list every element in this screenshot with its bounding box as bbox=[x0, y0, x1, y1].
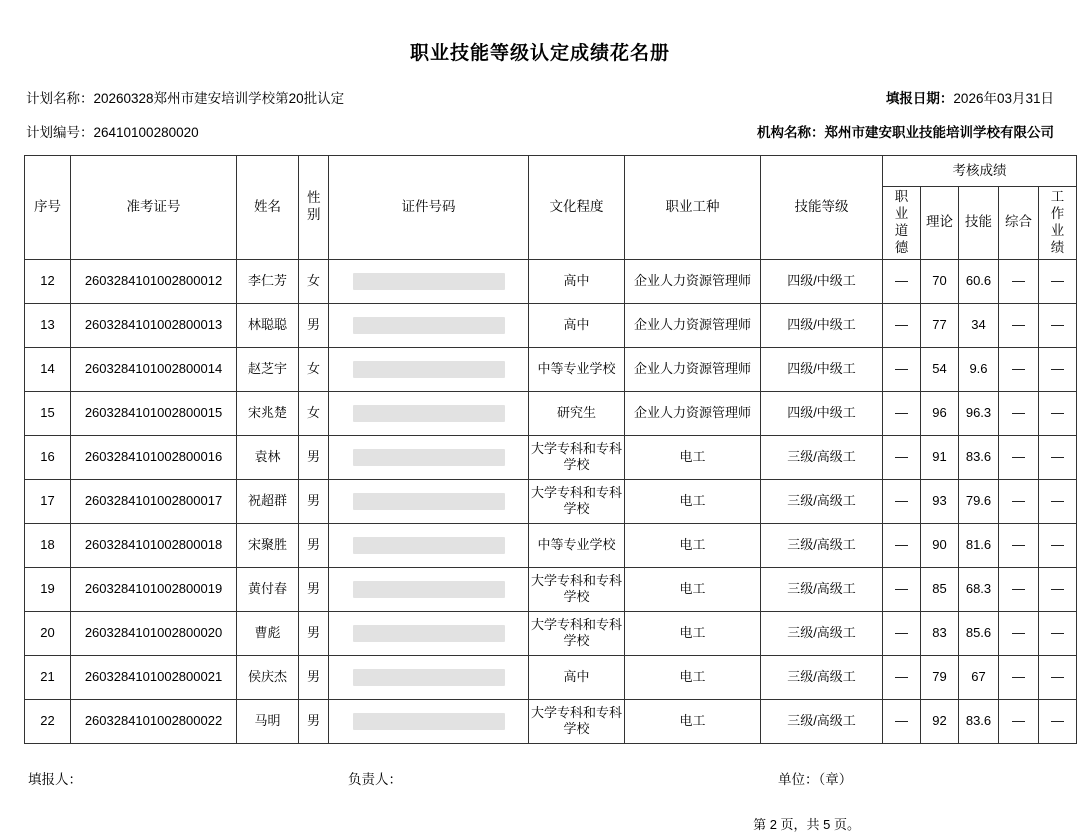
cell-gender: 男 bbox=[299, 479, 329, 523]
plan-name bbox=[26, 87, 344, 107]
header-gender-text: 性别 bbox=[307, 190, 321, 223]
header-seq: 序号 bbox=[25, 156, 71, 260]
cell-id-number bbox=[329, 259, 529, 303]
cell-comprehensive: — bbox=[999, 435, 1039, 479]
header-score-comprehensive: 综合 bbox=[999, 187, 1039, 260]
cell-gender: 男 bbox=[299, 303, 329, 347]
cell-education: 大学专科和专科学校 bbox=[529, 699, 625, 743]
table-row bbox=[25, 391, 1077, 435]
table-row bbox=[25, 303, 1077, 347]
cell-name: 马明 bbox=[237, 699, 299, 743]
cell-seq: 12 bbox=[25, 259, 71, 303]
cell-name: 祝超群 bbox=[237, 479, 299, 523]
cell-name: 宋聚胜 bbox=[237, 523, 299, 567]
cell-gender: 男 bbox=[299, 611, 329, 655]
cell-performance: — bbox=[1039, 611, 1077, 655]
cell-ethics: — bbox=[883, 347, 921, 391]
cell-ethics: — bbox=[883, 259, 921, 303]
cell-comprehensive: — bbox=[999, 567, 1039, 611]
id-number-mask bbox=[353, 581, 505, 598]
cell-skill: 83.6 bbox=[959, 699, 999, 743]
cell-gender: 男 bbox=[299, 567, 329, 611]
cell-ethics: — bbox=[883, 303, 921, 347]
cell-seq: 22 bbox=[25, 699, 71, 743]
cell-education: 大学专科和专科学校 bbox=[529, 435, 625, 479]
cell-ticket: 2603284101002800015 bbox=[71, 391, 237, 435]
header-job: 职业工种 bbox=[625, 156, 761, 260]
header-score-ethics-text: 职业道德 bbox=[894, 189, 909, 255]
cell-education: 研究生 bbox=[529, 391, 625, 435]
cell-level: 三级/高级工 bbox=[761, 611, 883, 655]
cell-education: 中等专业学校 bbox=[529, 347, 625, 391]
cell-ticket: 2603284101002800013 bbox=[71, 303, 237, 347]
cell-theory: 85 bbox=[921, 567, 959, 611]
cell-name: 林聪聪 bbox=[237, 303, 299, 347]
id-number-mask bbox=[353, 317, 505, 334]
cell-job: 企业人力资源管理师 bbox=[625, 259, 761, 303]
cell-gender: 男 bbox=[299, 435, 329, 479]
cell-theory: 93 bbox=[921, 479, 959, 523]
cell-job: 电工 bbox=[625, 611, 761, 655]
cell-skill: 9.6 bbox=[959, 347, 999, 391]
cell-skill: 67 bbox=[959, 655, 999, 699]
plan-code bbox=[26, 121, 199, 141]
cell-theory: 79 bbox=[921, 655, 959, 699]
id-number-mask bbox=[353, 625, 505, 642]
plan-code-label: 计划编号： bbox=[26, 125, 94, 140]
cell-skill: 85.6 bbox=[959, 611, 999, 655]
cell-theory: 92 bbox=[921, 699, 959, 743]
cell-job: 电工 bbox=[625, 567, 761, 611]
cell-ticket: 2603284101002800018 bbox=[71, 523, 237, 567]
signature-row bbox=[24, 768, 1056, 788]
cell-education: 高中 bbox=[529, 655, 625, 699]
cell-name: 侯庆杰 bbox=[237, 655, 299, 699]
header-score-skill: 技能 bbox=[959, 187, 999, 260]
cell-comprehensive: — bbox=[999, 699, 1039, 743]
cell-gender: 男 bbox=[299, 655, 329, 699]
header-score-ethics bbox=[883, 187, 921, 260]
cell-seq: 21 bbox=[25, 655, 71, 699]
org-name-value: 郑州市建安职业技能培训学校有限公司 bbox=[824, 125, 1054, 140]
cell-id-number bbox=[329, 523, 529, 567]
org-name-label: 机构名称： bbox=[757, 125, 825, 140]
cell-gender: 女 bbox=[299, 259, 329, 303]
cell-ethics: — bbox=[883, 655, 921, 699]
cell-skill: 68.3 bbox=[959, 567, 999, 611]
cell-level: 三级/高级工 bbox=[761, 655, 883, 699]
cell-name: 黄付春 bbox=[237, 567, 299, 611]
cell-education: 高中 bbox=[529, 303, 625, 347]
roster-table bbox=[24, 155, 1077, 744]
cell-comprehensive: — bbox=[999, 523, 1039, 567]
cell-performance: — bbox=[1039, 523, 1077, 567]
table-row bbox=[25, 479, 1077, 523]
cell-performance: — bbox=[1039, 259, 1077, 303]
cell-id-number bbox=[329, 435, 529, 479]
cell-ticket: 2603284101002800014 bbox=[71, 347, 237, 391]
page-title: 职业技能等级认定成绩花名册 bbox=[409, 43, 670, 64]
header-level: 技能等级 bbox=[761, 156, 883, 260]
cell-job: 企业人力资源管理师 bbox=[625, 347, 761, 391]
cell-name: 袁林 bbox=[237, 435, 299, 479]
cell-ticket: 2603284101002800012 bbox=[71, 259, 237, 303]
cell-ethics: — bbox=[883, 699, 921, 743]
cell-ethics: — bbox=[883, 567, 921, 611]
cell-level: 四级/中级工 bbox=[761, 303, 883, 347]
cell-ethics: — bbox=[883, 611, 921, 655]
table-row bbox=[25, 699, 1077, 743]
plan-code-value: 26410100280020 bbox=[93, 125, 199, 140]
cell-id-number bbox=[329, 699, 529, 743]
cell-id-number bbox=[329, 303, 529, 347]
cell-ethics: — bbox=[883, 479, 921, 523]
meta-row-plan bbox=[24, 87, 1056, 107]
cell-id-number bbox=[329, 479, 529, 523]
cell-gender: 男 bbox=[299, 699, 329, 743]
cell-theory: 90 bbox=[921, 523, 959, 567]
cell-comprehensive: — bbox=[999, 655, 1039, 699]
roster-table-body bbox=[25, 259, 1077, 743]
header-score-performance bbox=[1039, 187, 1077, 260]
table-row bbox=[25, 259, 1077, 303]
fill-date-label: 填报日期： bbox=[885, 91, 954, 106]
cell-seq: 15 bbox=[25, 391, 71, 435]
header-score-performance-text: 工作业绩 bbox=[1050, 189, 1065, 255]
cell-performance: — bbox=[1039, 567, 1077, 611]
header-education: 文化程度 bbox=[529, 156, 625, 260]
id-number-mask bbox=[353, 405, 505, 422]
cell-level: 四级/中级工 bbox=[761, 347, 883, 391]
cell-education: 高中 bbox=[529, 259, 625, 303]
unit-label: 单位：（章） bbox=[778, 771, 853, 787]
table-row bbox=[25, 435, 1077, 479]
cell-level: 四级/中级工 bbox=[761, 259, 883, 303]
cell-theory: 96 bbox=[921, 391, 959, 435]
cell-skill: 96.3 bbox=[959, 391, 999, 435]
meta-row-org bbox=[24, 121, 1056, 141]
id-number-mask bbox=[353, 361, 505, 378]
cell-level: 四级/中级工 bbox=[761, 391, 883, 435]
cell-id-number bbox=[329, 567, 529, 611]
cell-level: 三级/高级工 bbox=[761, 479, 883, 523]
cell-education: 大学专科和专科学校 bbox=[529, 479, 625, 523]
cell-seq: 17 bbox=[25, 479, 71, 523]
table-row bbox=[25, 347, 1077, 391]
id-number-mask bbox=[353, 669, 505, 686]
cell-education: 中等专业学校 bbox=[529, 523, 625, 567]
cell-ethics: — bbox=[883, 435, 921, 479]
cell-id-number bbox=[329, 347, 529, 391]
cell-id-number bbox=[329, 391, 529, 435]
id-number-mask bbox=[353, 537, 505, 554]
cell-performance: — bbox=[1039, 435, 1077, 479]
header-id-number: 证件号码 bbox=[329, 156, 529, 260]
cell-job: 电工 bbox=[625, 479, 761, 523]
cell-ticket: 2603284101002800017 bbox=[71, 479, 237, 523]
cell-ticket: 2603284101002800016 bbox=[71, 435, 237, 479]
cell-performance: — bbox=[1039, 347, 1077, 391]
cell-job: 电工 bbox=[625, 435, 761, 479]
cell-comprehensive: — bbox=[999, 347, 1039, 391]
cell-job: 企业人力资源管理师 bbox=[625, 303, 761, 347]
cell-theory: 54 bbox=[921, 347, 959, 391]
fill-date bbox=[886, 87, 1054, 107]
header-score-theory: 理论 bbox=[921, 187, 959, 260]
id-number-mask bbox=[353, 449, 505, 466]
cell-seq: 16 bbox=[25, 435, 71, 479]
org-name bbox=[757, 121, 1054, 141]
cell-ticket: 2603284101002800021 bbox=[71, 655, 237, 699]
header-gender bbox=[299, 156, 329, 260]
cell-ethics: — bbox=[883, 523, 921, 567]
cell-seq: 13 bbox=[25, 303, 71, 347]
cell-skill: 79.6 bbox=[959, 479, 999, 523]
cell-performance: — bbox=[1039, 655, 1077, 699]
cell-seq: 18 bbox=[25, 523, 71, 567]
table-row bbox=[25, 567, 1077, 611]
cell-performance: — bbox=[1039, 391, 1077, 435]
responsible-label: 负责人： bbox=[348, 771, 402, 787]
cell-education: 大学专科和专科学校 bbox=[529, 567, 625, 611]
table-row bbox=[25, 523, 1077, 567]
cell-theory: 70 bbox=[921, 259, 959, 303]
cell-level: 三级/高级工 bbox=[761, 699, 883, 743]
header-ticket: 准考证号 bbox=[71, 156, 237, 260]
cell-comprehensive: — bbox=[999, 479, 1039, 523]
cell-comprehensive: — bbox=[999, 611, 1039, 655]
cell-seq: 14 bbox=[25, 347, 71, 391]
cell-id-number bbox=[329, 655, 529, 699]
cell-job: 电工 bbox=[625, 699, 761, 743]
cell-seq: 20 bbox=[25, 611, 71, 655]
reporter-label: 填报人： bbox=[28, 771, 82, 787]
cell-level: 三级/高级工 bbox=[761, 523, 883, 567]
page-number: 第 2 页，共 5 页。 bbox=[753, 816, 860, 832]
cell-skill: 83.6 bbox=[959, 435, 999, 479]
cell-id-number bbox=[329, 611, 529, 655]
cell-level: 三级/高级工 bbox=[761, 567, 883, 611]
cell-skill: 60.6 bbox=[959, 259, 999, 303]
plan-name-label: 计划名称： bbox=[26, 91, 94, 106]
cell-comprehensive: — bbox=[999, 303, 1039, 347]
cell-skill: 34 bbox=[959, 303, 999, 347]
header-name: 姓名 bbox=[237, 156, 299, 260]
cell-gender: 女 bbox=[299, 391, 329, 435]
cell-seq: 19 bbox=[25, 567, 71, 611]
cell-gender: 男 bbox=[299, 523, 329, 567]
cell-education: 大学专科和专科学校 bbox=[529, 611, 625, 655]
id-number-mask bbox=[353, 493, 505, 510]
table-row bbox=[25, 611, 1077, 655]
cell-performance: — bbox=[1039, 303, 1077, 347]
cell-name: 赵芝宇 bbox=[237, 347, 299, 391]
cell-gender: 女 bbox=[299, 347, 329, 391]
cell-job: 电工 bbox=[625, 655, 761, 699]
cell-comprehensive: — bbox=[999, 259, 1039, 303]
cell-ticket: 2603284101002800019 bbox=[71, 567, 237, 611]
cell-theory: 91 bbox=[921, 435, 959, 479]
fill-date-value: 2026年03月31日 bbox=[953, 91, 1054, 106]
cell-ticket: 2603284101002800022 bbox=[71, 699, 237, 743]
plan-name-value: 20260328郑州市建安培训学校第20批认定 bbox=[93, 91, 345, 106]
table-header-row-1 bbox=[25, 156, 1077, 187]
cell-comprehensive: — bbox=[999, 391, 1039, 435]
cell-name: 曹彪 bbox=[237, 611, 299, 655]
cell-skill: 81.6 bbox=[959, 523, 999, 567]
id-number-mask bbox=[353, 713, 505, 730]
cell-performance: — bbox=[1039, 699, 1077, 743]
cell-performance: — bbox=[1039, 479, 1077, 523]
header-score-group: 考核成绩 bbox=[883, 156, 1077, 187]
table-row bbox=[25, 655, 1077, 699]
cell-job: 电工 bbox=[625, 523, 761, 567]
cell-ethics: — bbox=[883, 391, 921, 435]
cell-theory: 83 bbox=[921, 611, 959, 655]
cell-ticket: 2603284101002800020 bbox=[71, 611, 237, 655]
cell-theory: 77 bbox=[921, 303, 959, 347]
cell-name: 宋兆楚 bbox=[237, 391, 299, 435]
cell-name: 李仁芳 bbox=[237, 259, 299, 303]
cell-job: 企业人力资源管理师 bbox=[625, 391, 761, 435]
cell-level: 三级/高级工 bbox=[761, 435, 883, 479]
id-number-mask bbox=[353, 273, 505, 290]
